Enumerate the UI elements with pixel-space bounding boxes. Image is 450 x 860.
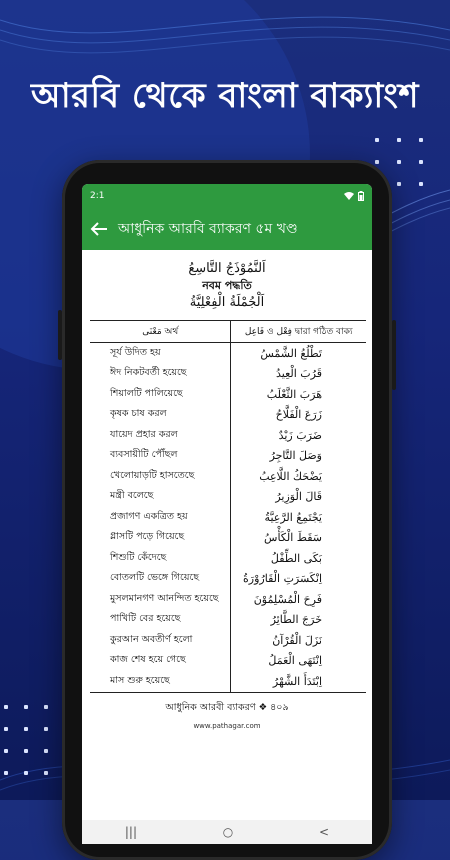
navigation-bar bbox=[82, 820, 372, 844]
bengali-meaning: প্রজাগণ একত্রিত হয় bbox=[90, 507, 231, 528]
bengali-meaning: ঈদ নিকটবর্তী হয়েছে bbox=[90, 364, 231, 385]
arabic-phrase: يَضْحَكُ اللَّاعِبُ bbox=[259, 469, 322, 483]
bengali-meaning: শিশুটি কেঁদেছে bbox=[90, 548, 231, 569]
app-screen bbox=[82, 184, 372, 844]
bengali-meaning: কুরআন অবতীর্ণ হলো bbox=[90, 630, 231, 651]
table-row bbox=[90, 589, 366, 610]
headline: আরবি থেকে বাংলা বাক্যাংশ bbox=[31, 76, 419, 116]
table-row bbox=[90, 507, 366, 528]
bengali-meaning: ব্যবসায়ীটি পৌঁছল bbox=[90, 446, 231, 467]
table-row bbox=[90, 364, 366, 385]
bengali-subtitle: নবম পদ্ধতি bbox=[202, 279, 252, 292]
bengali-meaning: গ্লাসটি পড়ে গিয়েছে bbox=[90, 528, 231, 549]
arrow-left-icon bbox=[90, 221, 108, 237]
arabic-phrase: اِبْتَدَأَ الشَّهْرُ bbox=[231, 671, 366, 692]
arabic-phrase: اِنْكَسَرَتِ الْقَارُوْرَةُ bbox=[243, 572, 322, 586]
table-row bbox=[90, 425, 366, 446]
back-button[interactable] bbox=[90, 221, 108, 237]
column-header-phrase: فَاعِل ও فِعْل দ্বারা গঠিত বাক্য bbox=[231, 321, 366, 343]
arabic-phrase: خَرَجَ الطَّائِرُ bbox=[270, 613, 322, 627]
arabic-title: اَلنَّمُوْذَجُ التَّاسِعُ bbox=[188, 261, 266, 276]
table-row bbox=[90, 405, 366, 426]
table-row bbox=[90, 528, 366, 549]
arabic-phrase: اِنْتَهَى الْعَمَلُ bbox=[268, 654, 322, 668]
phone-frame bbox=[62, 160, 392, 860]
bengali-meaning: সূর্য উদিত হয় bbox=[90, 343, 231, 364]
arabic-subtitle: اَلْجُمْلَةُ الْفِعْلِيَّةُ bbox=[189, 295, 265, 310]
power-button bbox=[392, 320, 396, 390]
bengali-meaning: মুসলমানগণ আনন্দিত হয়েছে bbox=[90, 589, 231, 610]
table-row bbox=[90, 466, 366, 487]
table-row bbox=[90, 651, 366, 672]
bengali-meaning: যায়েদ প্রহার করল bbox=[90, 425, 231, 446]
arabic-phrase: تَطْلُعُ الشَّمْسُ bbox=[260, 346, 322, 360]
table-row bbox=[90, 384, 366, 405]
status-time: 2:1 bbox=[90, 191, 105, 201]
arabic-phrase: ضَرَبَ زَيْدٌ bbox=[278, 428, 322, 442]
table-row bbox=[90, 548, 366, 569]
table-row bbox=[90, 610, 366, 631]
bengali-meaning: মাস শুরু হয়েছে bbox=[90, 671, 231, 692]
app-bar-title: আধুনিক আরবি ব্যাকরণ ৫ম খণ্ড bbox=[118, 221, 298, 237]
home-button[interactable]: ○ bbox=[222, 825, 234, 839]
table-row bbox=[90, 671, 366, 692]
back-nav-button[interactable]: < bbox=[319, 825, 330, 839]
bengali-meaning: মন্ত্রী বলেছে bbox=[90, 487, 231, 508]
arabic-phrase: بَكَى الطِّفْلُ bbox=[270, 551, 322, 565]
phrase-table bbox=[90, 320, 366, 693]
bengali-meaning: কৃষক চাষ করল bbox=[90, 405, 231, 426]
arabic-phrase: فَرِحَ الْمُسْلِمُوْنَ bbox=[253, 592, 322, 606]
table-row bbox=[90, 487, 366, 508]
table-row bbox=[90, 446, 366, 467]
table-row bbox=[90, 569, 366, 590]
arabic-phrase: قَرُبَ الْعِيدُ bbox=[276, 367, 322, 381]
decorative-dots-left bbox=[4, 705, 64, 795]
wifi-icon bbox=[344, 192, 354, 200]
table-row bbox=[90, 630, 366, 651]
bengali-meaning: পাখিটি বের হয়েছে bbox=[90, 610, 231, 631]
arabic-phrase: وَصَلَ التَّاجِرُ bbox=[269, 449, 322, 463]
volume-button bbox=[58, 310, 62, 360]
bengali-meaning: কাজ শেষ হয়ে গেছে bbox=[90, 651, 231, 672]
recent-apps-button[interactable]: ||| bbox=[124, 825, 138, 839]
document-page bbox=[82, 250, 372, 730]
bengali-meaning: বোতলটি ভেঙ্গে গিয়েছে bbox=[90, 569, 231, 590]
source-url: www.pathagar.com bbox=[193, 721, 261, 730]
arabic-phrase: سَقَطَ الْكَأْسُ bbox=[264, 531, 322, 545]
column-header-meaning: مَعْنَى অর্থ bbox=[90, 321, 231, 343]
page-footer: আধুনিক আরবী ব্যাকরণ ❖ ৪০৯ bbox=[165, 701, 289, 713]
status-bar bbox=[82, 184, 372, 208]
battery-icon bbox=[358, 191, 364, 201]
arabic-phrase: قَالَ الْوَزِيرُ bbox=[275, 490, 322, 504]
app-bar bbox=[82, 208, 372, 250]
bengali-meaning: শিয়ালটি পালিয়েছে bbox=[90, 384, 231, 405]
arabic-phrase: يَجْتَمِعُ الرَّعِيَّةُ bbox=[264, 510, 322, 524]
arabic-phrase: زَرَعَ الْفَلَّاحُ bbox=[275, 408, 322, 422]
bengali-meaning: খেলোয়াড়টি হাসতেছে bbox=[90, 466, 231, 487]
arabic-phrase: نَزَلَ الْقُرْآنُ bbox=[272, 633, 322, 647]
arabic-phrase: هَرَبَ الثَّعْلَبُ bbox=[266, 387, 322, 401]
table-row bbox=[90, 343, 366, 364]
